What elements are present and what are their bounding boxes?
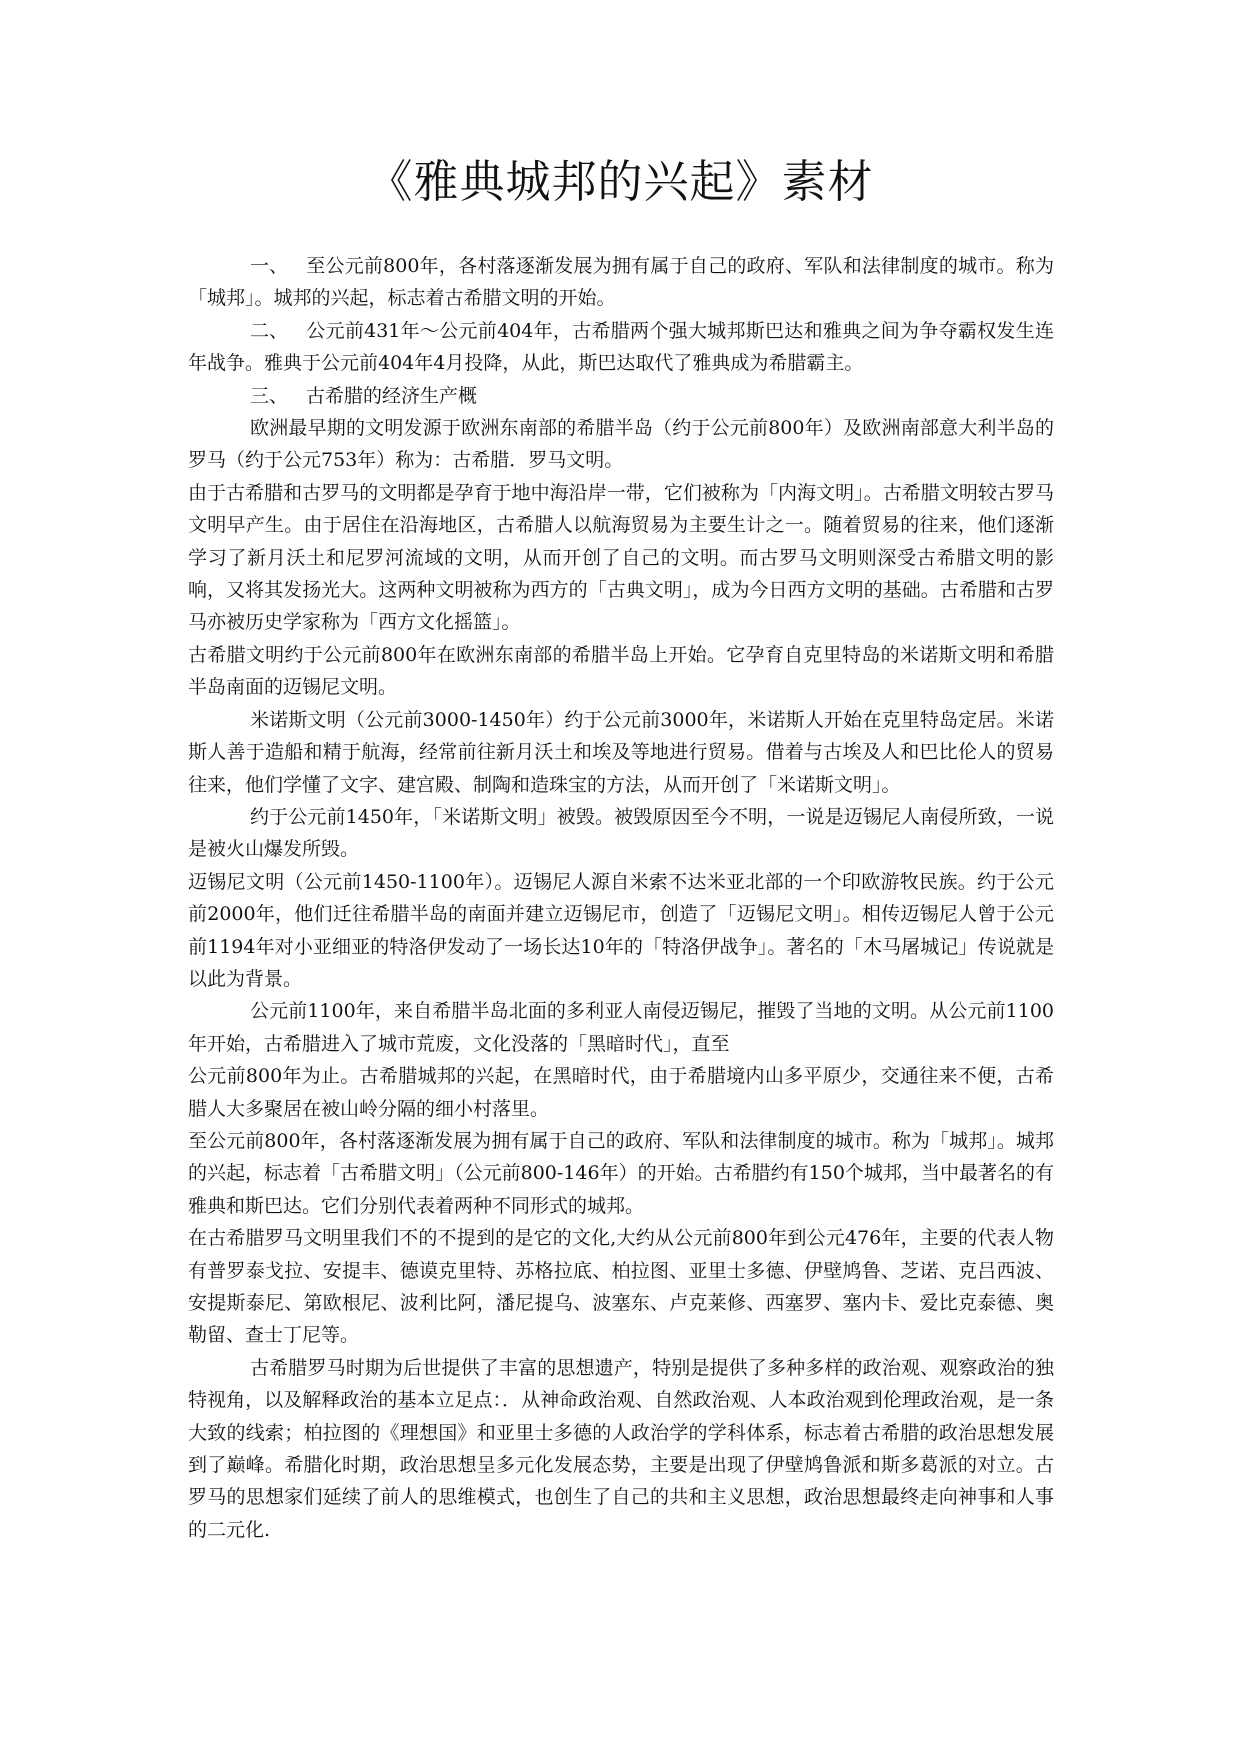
paragraph-5 [188, 477, 1054, 639]
paragraph-2 [188, 315, 1054, 380]
list-marker: 一、 [250, 255, 289, 277]
paragraph-text: 在古希腊罗马文明里我们不的不提到的是它的文化,大约从公元前800年到公元476年，主要的代表人物有普罗泰戈拉、安提丰、德谟克里特、苏格拉底、柏拉图、亚里士多德、伊壁鸠鲁、芝诺、克吕西波、安提斯泰尼、第欧根尼、波利比阿，潘尼提乌、波塞东、卢克莱修、西塞罗、塞内卡、爱比克泰德、奥勒留、查士丁尼等。 [188, 1227, 1054, 1347]
paragraph-11 [188, 1060, 1054, 1125]
paragraph-text: 公元前431年～公元前404年，古希腊两个强大城邦斯巴达和雅典之间为争夺霸权发生连年战争。雅典于公元前404年4月投降，从此，斯巴达取代了雅典成为希腊霸主。 [188, 319, 1054, 375]
paragraph-10 [188, 995, 1054, 1060]
paragraph-text: 欧洲最早期的文明发源于欧洲东南部的希腊半岛（约于公元前800年）及欧洲南部意大利半岛的罗马（约于公元753年）称为：古希腊．罗马文明。 [188, 417, 1054, 472]
document-title: 《雅典城邦的兴起》素材 [367, 155, 874, 208]
list-marker: 三、 [250, 384, 289, 407]
paragraph-14 [188, 1352, 1054, 1546]
paragraph-text: 米诺斯文明（公元前3000-1450年）约于公元前3000年，米诺斯人开始在克里特岛定居。米诺斯人善于造船和精于航海，经常前往新月沃土和埃及等地进行贸易。借着与古埃及人和巴比伦人的贸易往来，他们学懂了文字、建宫殿、制陶和造珠宝的方法，从而开创了「米诺斯文明」。 [188, 708, 1054, 796]
paragraph-text: 古希腊罗马时期为后世提供了丰富的思想遗产，特别是提供了多种多样的政治观、观察政治的独特视角，以及解释政治的基本立足点：．从神命政治观、自然政治观、人本政治观到伦理政治观，是一条大致的线索；柏拉图的《理想国》和亚里士多德的人政治学的学科体系，标志着古希腊的政治思想发展到了巅峰。希腊化时期，政治思想呈多元化发展态势，主要是出现了伊壁鸠鲁派和斯多葛派的对立。古罗马的思想家们延续了前人的思维模式，也创生了自己的共和主义思想，政治思想最终走向神事和人事的二元化. [188, 1356, 1054, 1541]
paragraph-text: 约于公元前1450年，「米诺斯文明」被毁。被毁原因至今不明，一说是迈锡尼人南侵所致，一说是被火山爆发所毁。 [188, 805, 1054, 861]
paragraph-text: 公元前800年为止。古希腊城邦的兴起，在黑暗时代，由于希腊境内山多平原少，交通往来不便，古希腊人大多聚居在被山岭分隔的细小村落里。 [188, 1065, 1054, 1120]
paragraph-13 [188, 1222, 1054, 1352]
paragraph-text: 由于古希腊和古罗马的文明都是孕育于地中海沿岸一带，它们被称为「内海文明」。古希腊文明较古罗马文明早产生。由于居住在沿海地区，古希腊人以航海贸易为主要生计之一。随着贸易的往来，他们逐渐学习了新月沃土和尼罗河流域的文明，从而开创了自己的文明。而古罗马文明则深受古希腊文明的影响，又将其发扬光大。这两种文明被称为西方的「古典文明」，成为今日西方文明的基础。古希腊和古罗马亦被历史学家称为「西方文化摇篮」。 [188, 481, 1054, 634]
paragraph-text: 迈锡尼文明（公元前1450-1100年）。迈锡尼人源自米索不达米亚北部的一个印欧游牧民族。约于公元前2000年，他们迁往希腊半岛的南面并建立迈锡尼市，创造了「迈锡尼文明」。相传迈锡尼人曾于公元前1194年对小亚细亚的特洛伊发动了一场长达10年的「特洛伊战争」。著名的「木马屠城记」传说就是以此为背景。 [188, 870, 1054, 990]
paragraph-3 [188, 380, 1054, 412]
paragraph-1 [188, 250, 1054, 315]
paragraph-7 [188, 704, 1054, 801]
paragraph-text: 公元前1100年，来自希腊半岛北面的多利亚人南侵迈锡尼，摧毁了当地的文明。从公元前1100年开始，古希腊进入了城市荒废，文化没落的「黑暗时代」，直至 [188, 1000, 1054, 1055]
paragraph-text: 至公元前800年，各村落逐渐发展为拥有属于自己的政府、军队和法律制度的城市。称为「城邦」。城邦的兴起，标志着「古希腊文明」（公元前800-146年）的开始。古希腊约有150个城邦，当中最著名的有雅典和斯巴达。它们分别代表着两种不同形式的城邦。 [188, 1129, 1054, 1217]
paragraph-text: 古希腊的经济生产概 [306, 384, 478, 407]
paragraph-12 [188, 1125, 1054, 1222]
paragraph-text: 至公元前800年，各村落逐渐发展为拥有属于自己的政府、军队和法律制度的城市。称为「城邦」。城邦的兴起，标志着古希腊文明的开始。 [188, 255, 1054, 310]
paragraph-8 [188, 801, 1054, 866]
list-marker: 二、 [250, 319, 289, 342]
paragraph-6 [188, 639, 1054, 704]
paragraph-4 [188, 412, 1054, 477]
paragraph-9 [188, 866, 1054, 996]
paragraph-text: 古希腊文明约于公元前800年在欧洲东南部的希腊半岛上开始。它孕育自克里特岛的米诺斯文明和希腊半岛南面的迈锡尼文明。 [188, 643, 1054, 699]
document-body [188, 250, 1054, 1546]
